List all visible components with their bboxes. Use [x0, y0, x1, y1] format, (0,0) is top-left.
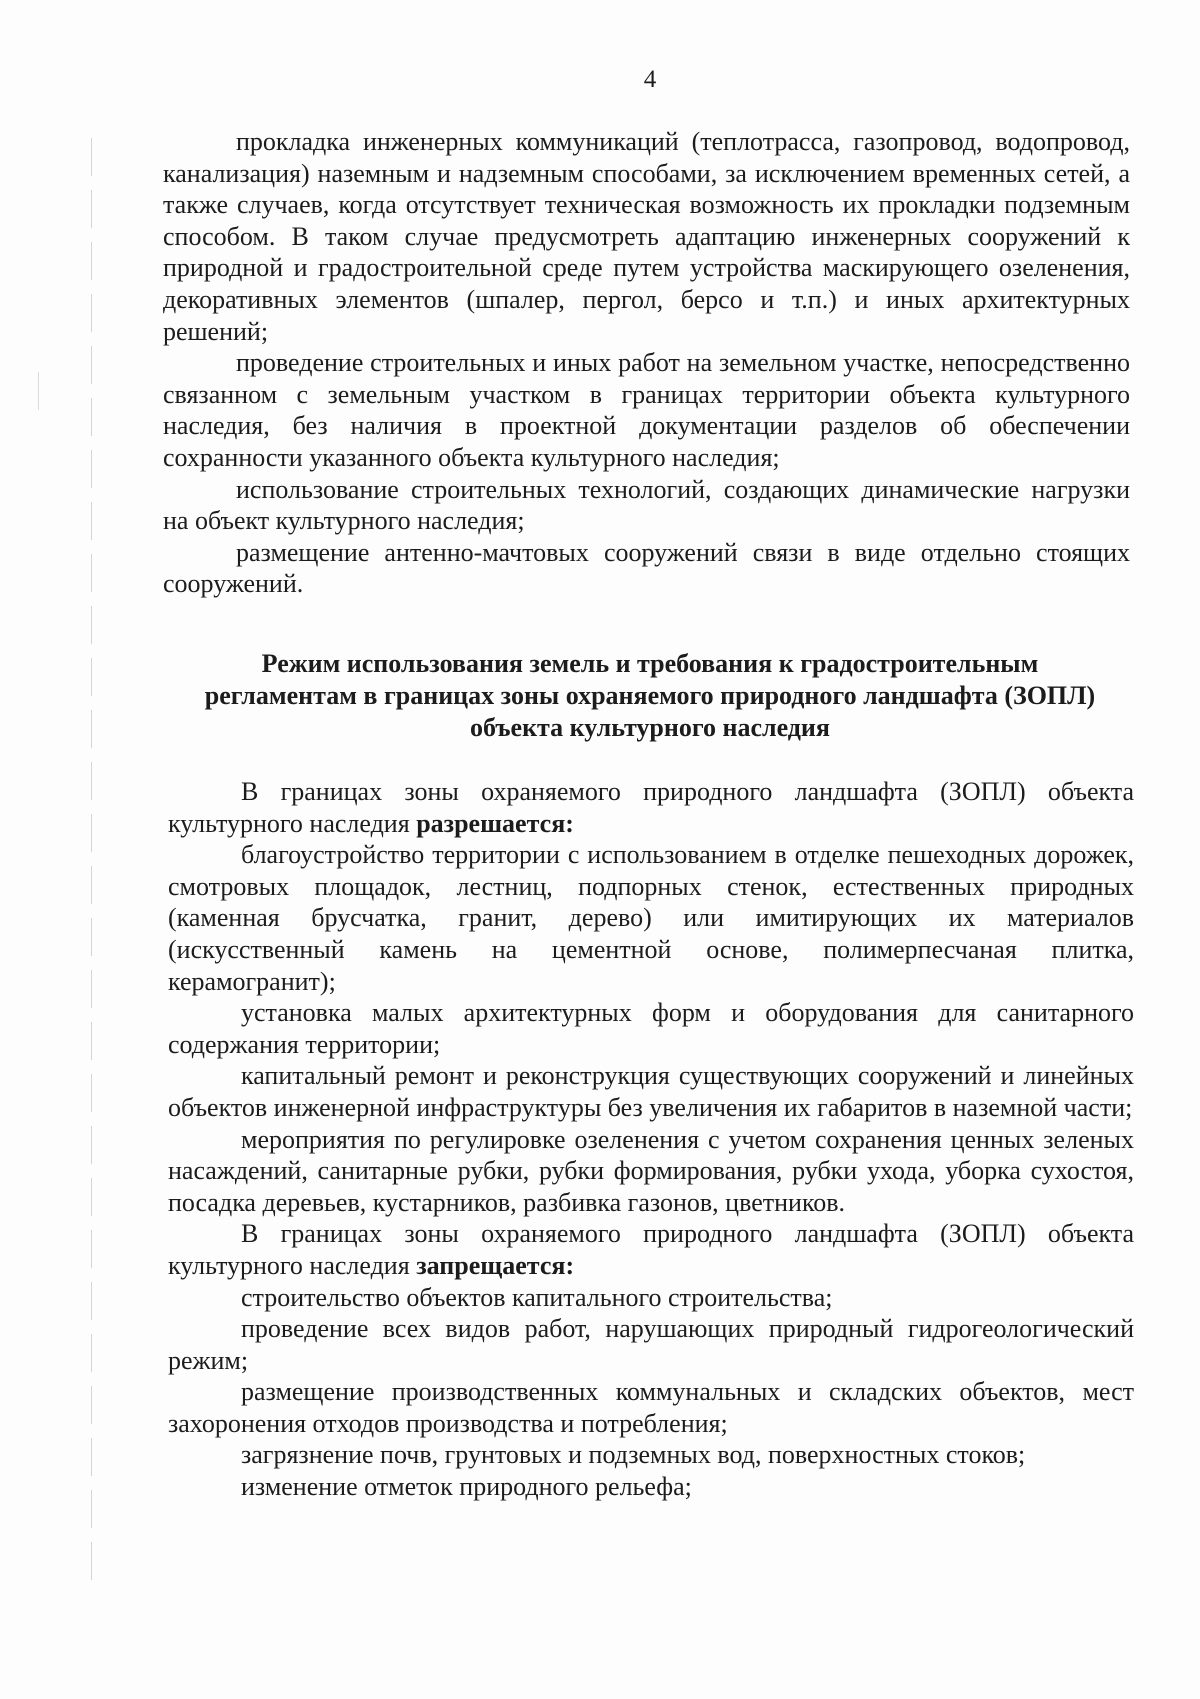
zopl-regulations — [168, 776, 1134, 1503]
forbidden-keyword: запрещается: — [416, 1250, 575, 1280]
list-item: проведение строительных и иных работ на земельном участке, непосредственно связанном с земельным участком в границах территории объекта культурного наследия, без наличия в проектной документации разделов об обеспечении сохранности указанного объекта культурного наследия; — [163, 348, 1130, 472]
allowed-item: благоустройство территории с использованием в отделке пешеходных дорожек, смотровых площадок, лестниц, подпорных стенок, естественных природных (каменная брусчатка, гранит, дерево) или имитирующих их материалов (искусственный камень на цементной основе, полимерпесчаная плитка, керамогранит); — [168, 840, 1134, 996]
forbidden-item: загрязнение почв, грунтовых и подземных вод, поверхностных стоков; — [241, 1440, 1026, 1470]
allowed-item: установка малых архитектурных форм и оборудования для санитарного содержания территории; — [168, 998, 1134, 1059]
allowed-intro-text: В границах зоны охраняемого природного ландшафта (ЗОПЛ) объекта культурного наследия — [168, 777, 1134, 838]
page-number: 4 — [643, 66, 657, 93]
scan-margin-line — [91, 138, 92, 1588]
list-item: прокладка инженерных коммуникаций (теплотрасса, газопровод, водопровод, канализация) наземным и надземным способами, за исключением временных сетей, а также случаев, когда отсутствует техническая возможность их прокладки подземным способом. В таком случае предусмотреть адаптацию инженерных сооружений к природной и градостроительной среде путем устройства маскирующего озеленения, декоративных элементов (шпалер, пергол, берсо и т.п.) и иных архитектурных решений; — [163, 127, 1130, 346]
forbidden-intro — [168, 1218, 1134, 1281]
forbidden-item: строительство объектов капитального строительства; — [241, 1282, 833, 1312]
allowed-item: мероприятия по регулировке озеленения с учетом сохранения ценных зеленых насаждений, санитарные рубки, рубки формирования, рубки ухода, уборка сухостоя, посадка деревьев, кустарников, разбивка газонов, цветников. — [168, 1124, 1134, 1217]
forbidden-intro-text: В границах зоны охраняемого природного ландшафта (ЗОПЛ) объекта культурного наследия — [168, 1219, 1134, 1280]
section-heading-line: объекта культурного наследия — [470, 713, 830, 742]
forbidden-item: размещение производственных коммунальных и складских объектов, мест захоронения отходов производства и потребления; — [168, 1377, 1134, 1438]
allowed-intro — [168, 776, 1134, 839]
section-heading-line: Режим использования земель и требования к градостроительным — [261, 649, 1039, 678]
forbidden-item: изменение отметок природного рельефа; — [241, 1472, 692, 1502]
list-item: размещение антенно-мачтовых сооружений связи в виде отдельно стоящих сооружений. — [163, 537, 1130, 599]
allowed-item: капитальный ремонт и реконструкция существующих сооружений и линейных объектов инженерной инфраструктуры без увеличения их габаритов в наземной части; — [168, 1061, 1134, 1122]
scan-artifact — [38, 372, 39, 410]
list-item: использование строительных технологий, создающих динамические нагрузки на объект культурного наследия; — [163, 474, 1130, 536]
section-heading — [163, 648, 1137, 744]
section-heading-line: регламентам в границах зоны охраняемого природного ландшафта (ЗОПЛ) — [204, 681, 1096, 710]
allowed-keyword: разрешается: — [416, 808, 574, 838]
forbidden-item: проведение всех видов работ, нарушающих природный гидрогеологический режим; — [168, 1314, 1134, 1375]
prohibitions-list-continued — [163, 126, 1130, 600]
